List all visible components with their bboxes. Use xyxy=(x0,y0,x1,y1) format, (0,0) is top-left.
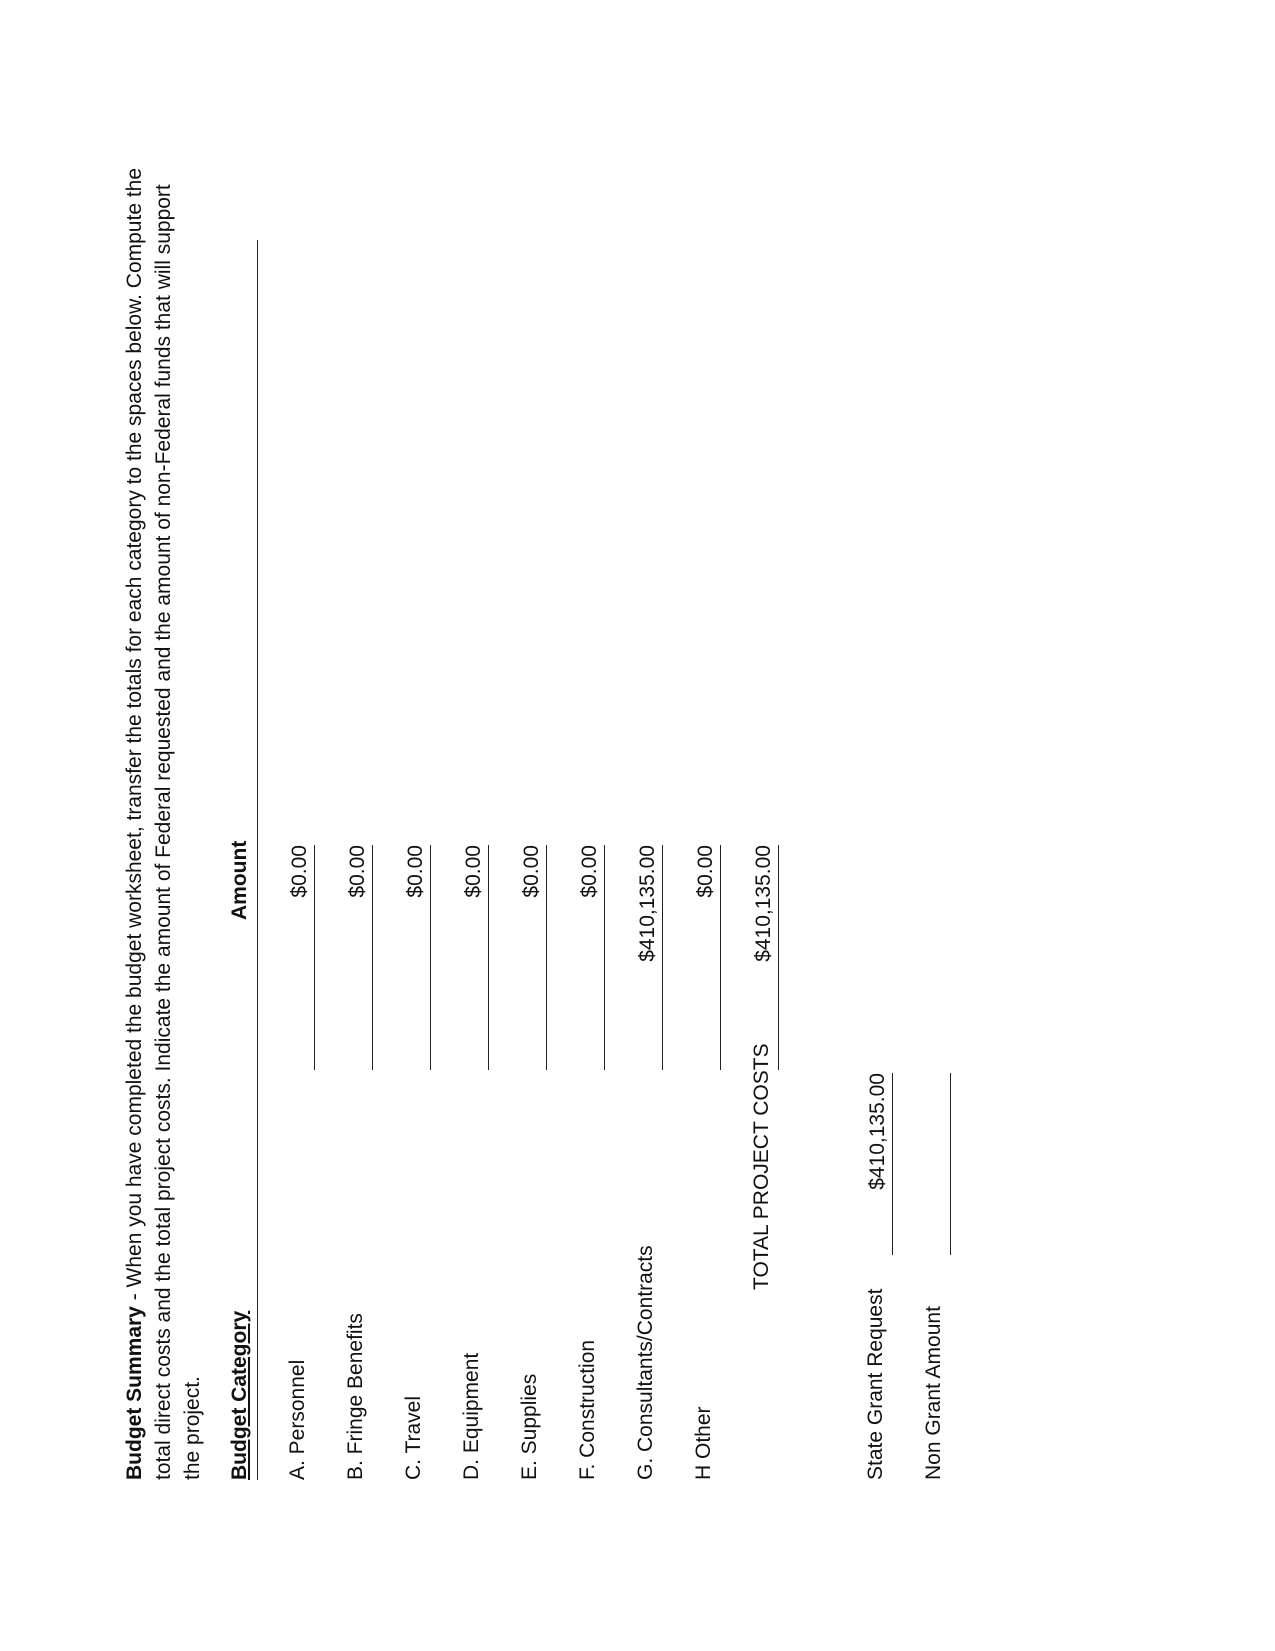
total-project-costs-field[interactable]: $410,135.00 xyxy=(750,845,779,1070)
row-label: G. Consultants/Contracts xyxy=(634,1245,657,1480)
state-grant-request-row xyxy=(864,880,894,1480)
budget-row-construction xyxy=(576,780,606,1480)
row-label: C. Travel xyxy=(402,1395,425,1480)
budget-row-supplies xyxy=(518,780,548,1480)
row-label: B. Fringe Benefits xyxy=(344,1313,367,1480)
budget-row-fringe-benefits xyxy=(344,780,374,1480)
budget-category-header: Budget Category xyxy=(228,1310,251,1480)
supplies-amount-field[interactable]: $0.00 xyxy=(518,845,547,1070)
budget-row-other xyxy=(692,780,722,1480)
personnel-amount-field[interactable]: $0.00 xyxy=(286,845,315,1070)
row-label: A. Personnel xyxy=(286,1359,309,1480)
fringe-benefits-amount-field[interactable]: $0.00 xyxy=(344,845,373,1070)
budget-row-travel xyxy=(402,780,432,1480)
row-label: D. Equipment xyxy=(460,1352,483,1480)
row-label: H Other xyxy=(692,1406,715,1480)
intro-text: - When you have completed the budget worksheet, transfer the totals for each category to the spaces below. Compute the total direct costs and the total project costs. Indicate the amount of Federal requested and the amount of non-Federal funds that will support the project. xyxy=(123,167,204,1480)
non-grant-amount-field[interactable] xyxy=(922,1073,951,1255)
construction-amount-field[interactable]: $0.00 xyxy=(576,845,605,1070)
travel-amount-field[interactable]: $0.00 xyxy=(402,845,431,1070)
consultants-contracts-amount-field[interactable]: $410,135.00 xyxy=(634,845,663,1070)
header-rule xyxy=(257,240,258,1480)
budget-summary-page xyxy=(120,150,960,1480)
budget-row-equipment xyxy=(460,780,490,1480)
row-label: Non Grant Amount xyxy=(922,1306,945,1480)
other-amount-field[interactable]: $0.00 xyxy=(692,845,721,1070)
intro-paragraph xyxy=(120,150,207,1480)
intro-lead: Budget Summary xyxy=(123,1306,146,1480)
budget-row-personnel xyxy=(286,780,316,1480)
state-grant-request-field[interactable]: $410,135.00 xyxy=(864,1073,893,1255)
total-project-costs-label: TOTAL PROJECT COSTS xyxy=(750,1043,773,1290)
row-label: E. Supplies xyxy=(518,1373,541,1480)
non-grant-amount-row xyxy=(922,880,952,1480)
row-label: State Grant Request xyxy=(864,1288,887,1480)
budget-row-consultants-contracts xyxy=(634,780,664,1480)
row-label: F. Construction xyxy=(576,1339,599,1480)
equipment-amount-field[interactable]: $0.00 xyxy=(460,845,489,1070)
amount-header: Amount xyxy=(228,840,251,920)
